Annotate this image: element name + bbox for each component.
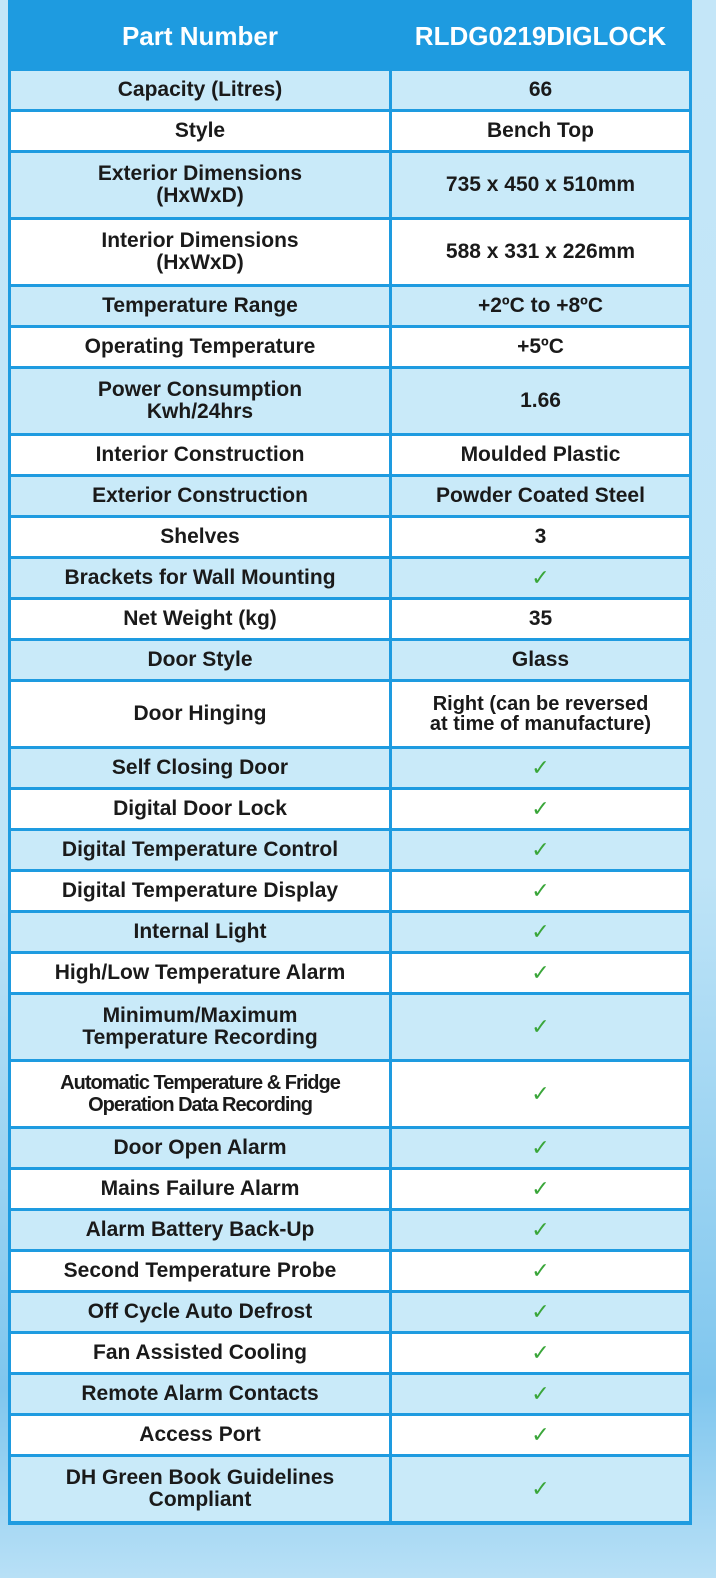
- check-icon: ✓: [392, 749, 689, 787]
- spec-value: Right (can be reversed at time of manufacture): [392, 682, 689, 746]
- check-icon: ✓: [392, 913, 689, 951]
- table-row: [11, 1457, 689, 1521]
- check-icon: ✓: [392, 1129, 689, 1167]
- table-row: [11, 954, 689, 992]
- spec-value: Powder Coated Steel: [392, 477, 689, 515]
- spec-label: Exterior Construction: [11, 477, 389, 515]
- check-icon: ✓: [392, 1334, 689, 1372]
- spec-label: Interior Dimensions (HxWxD): [11, 220, 389, 284]
- spec-label: High/Low Temperature Alarm: [11, 954, 389, 992]
- check-icon: ✓: [392, 954, 689, 992]
- check-icon: ✓: [392, 1062, 689, 1126]
- table-row: [11, 436, 689, 474]
- table-row: [11, 1416, 689, 1454]
- table-row: [11, 328, 689, 366]
- table-row: [11, 1293, 689, 1331]
- check-icon: ✓: [392, 1375, 689, 1413]
- spec-label: Mains Failure Alarm: [11, 1170, 389, 1208]
- table-row: [11, 600, 689, 638]
- table-row: [11, 1334, 689, 1372]
- header-label: Part Number: [11, 4, 389, 68]
- table-row: [11, 477, 689, 515]
- check-icon: ✓: [392, 872, 689, 910]
- spec-value: Glass: [392, 641, 689, 679]
- spec-label: Off Cycle Auto Defrost: [11, 1293, 389, 1331]
- table-row: [11, 153, 689, 217]
- spec-label: Exterior Dimensions (HxWxD): [11, 153, 389, 217]
- spec-label: Shelves: [11, 518, 389, 556]
- spec-value: 3: [392, 518, 689, 556]
- table-row: [11, 518, 689, 556]
- table-header-row: [11, 4, 689, 68]
- spec-label: Digital Temperature Display: [11, 872, 389, 910]
- table-row: [11, 369, 689, 433]
- table-row: [11, 1252, 689, 1290]
- spec-value: 735 x 450 x 510mm: [392, 153, 689, 217]
- spec-label: Access Port: [11, 1416, 389, 1454]
- spec-value: Bench Top: [392, 112, 689, 150]
- table-row: [11, 1129, 689, 1167]
- spec-label: Interior Construction: [11, 436, 389, 474]
- spec-label: Remote Alarm Contacts: [11, 1375, 389, 1413]
- spec-label: Fan Assisted Cooling: [11, 1334, 389, 1372]
- table-row: [11, 1062, 689, 1126]
- table-row: [11, 71, 689, 109]
- spec-value: 1.66: [392, 369, 689, 433]
- spec-label: Power Consumption Kwh/24hrs: [11, 369, 389, 433]
- spec-label: Internal Light: [11, 913, 389, 951]
- spec-label: Digital Door Lock: [11, 790, 389, 828]
- spec-value: +2ºC to +8ºC: [392, 287, 689, 325]
- spec-label: Self Closing Door: [11, 749, 389, 787]
- check-icon: ✓: [392, 1252, 689, 1290]
- spec-label: Door Hinging: [11, 682, 389, 746]
- spec-label: Door Style: [11, 641, 389, 679]
- table-row: [11, 913, 689, 951]
- check-icon: ✓: [392, 1170, 689, 1208]
- check-icon: ✓: [392, 1293, 689, 1331]
- check-icon: ✓: [392, 831, 689, 869]
- check-icon: ✓: [392, 1211, 689, 1249]
- table-row: [11, 1170, 689, 1208]
- spec-value: 35: [392, 600, 689, 638]
- spec-label: Alarm Battery Back-Up: [11, 1211, 389, 1249]
- spec-label: DH Green Book Guidelines Compliant: [11, 1457, 389, 1521]
- spec-label: Digital Temperature Control: [11, 831, 389, 869]
- spec-label: Net Weight (kg): [11, 600, 389, 638]
- spec-label: Capacity (Litres): [11, 71, 389, 109]
- header-part-number: RLDG0219DIGLOCK: [392, 4, 689, 68]
- spec-label: Automatic Temperature & Fridge Operation Data Recording: [11, 1062, 389, 1126]
- spec-label: Door Open Alarm: [11, 1129, 389, 1167]
- spec-label: Temperature Range: [11, 287, 389, 325]
- table-body: [11, 71, 689, 1521]
- table-row: [11, 790, 689, 828]
- table-row: [11, 287, 689, 325]
- table-row: [11, 872, 689, 910]
- table-row: [11, 641, 689, 679]
- check-icon: ✓: [392, 1457, 689, 1521]
- spec-label: Second Temperature Probe: [11, 1252, 389, 1290]
- table-row: [11, 1375, 689, 1413]
- spec-label: Brackets for Wall Mounting: [11, 559, 389, 597]
- table-row: [11, 559, 689, 597]
- table-row: [11, 220, 689, 284]
- spec-label: Style: [11, 112, 389, 150]
- table-row: [11, 682, 689, 746]
- table-row: [11, 831, 689, 869]
- check-icon: ✓: [392, 995, 689, 1059]
- spec-label: Operating Temperature: [11, 328, 389, 366]
- table-row: [11, 749, 689, 787]
- check-icon: ✓: [392, 559, 689, 597]
- spec-value: +5ºC: [392, 328, 689, 366]
- table-row: [11, 112, 689, 150]
- spec-value: Moulded Plastic: [392, 436, 689, 474]
- spec-label: Minimum/Maximum Temperature Recording: [11, 995, 389, 1059]
- spec-value: 588 x 331 x 226mm: [392, 220, 689, 284]
- spec-value: 66: [392, 71, 689, 109]
- table-row: [11, 995, 689, 1059]
- check-icon: ✓: [392, 1416, 689, 1454]
- table-row: [11, 1211, 689, 1249]
- spec-table: [8, 0, 692, 1525]
- check-icon: ✓: [392, 790, 689, 828]
